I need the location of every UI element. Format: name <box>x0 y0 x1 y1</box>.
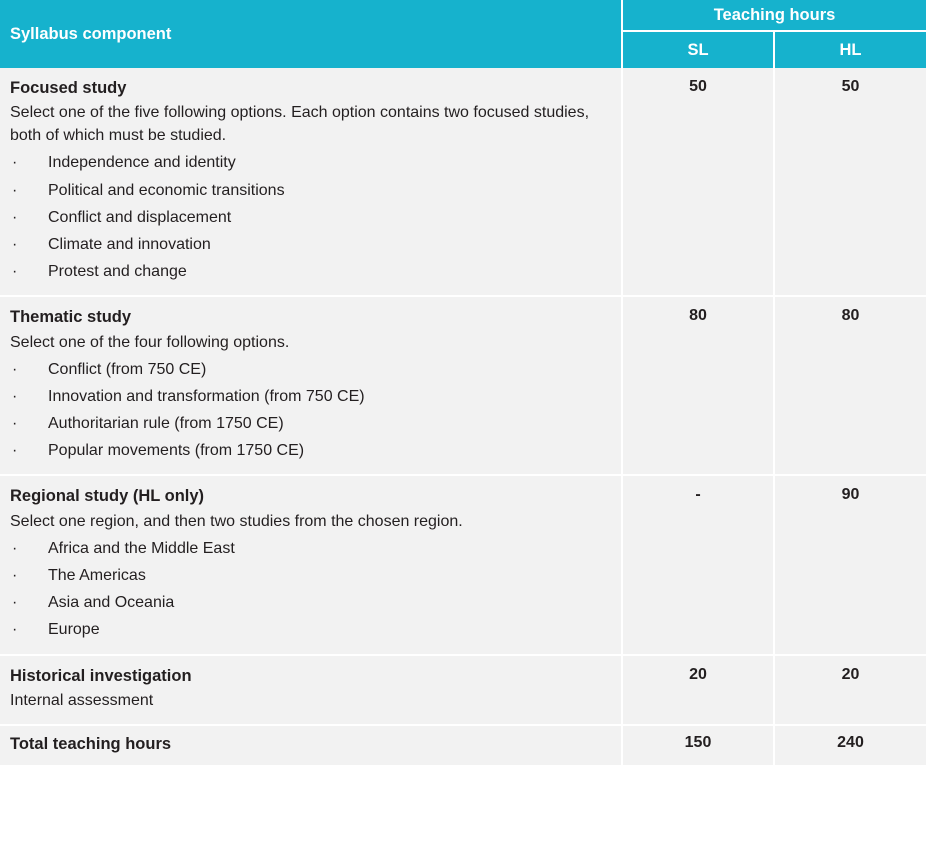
option-list <box>10 151 609 283</box>
list-item <box>10 439 609 462</box>
row-title: Historical investigation <box>10 666 192 685</box>
list-item <box>10 206 609 233</box>
list-item <box>10 260 609 283</box>
bullet-icon: · <box>12 154 18 172</box>
bullet-icon: · <box>12 263 18 281</box>
row-description: Select one of the five following options. Each option contains two focused studies, both of which must be studied. <box>10 104 590 145</box>
table-row-total <box>0 725 926 765</box>
list-item-label: Innovation and transformation (from 750 CE) <box>48 387 365 405</box>
cell-total-hl: 240 <box>774 725 926 765</box>
bullet-icon: · <box>12 208 18 226</box>
row-description: Select one region, and then two studies from the chosen region. <box>10 512 463 530</box>
table-row <box>0 655 926 725</box>
cell-hl-hours: 50 <box>774 68 926 296</box>
bullet-icon: · <box>12 360 18 378</box>
cell-hl-hours: 90 <box>774 475 926 654</box>
header-row-primary <box>0 0 926 31</box>
bullet-icon: · <box>12 236 18 254</box>
cell-hl-hours: 20 <box>774 655 926 725</box>
table-row <box>0 296 926 475</box>
list-item <box>10 151 609 178</box>
row-description: Select one of the four following options. <box>10 333 290 351</box>
list-item-label: Europe <box>48 621 100 639</box>
list-item <box>10 618 609 641</box>
list-item <box>10 591 609 618</box>
list-item-label: Africa and the Middle East <box>48 539 235 557</box>
bullet-icon: · <box>12 594 18 612</box>
row-title: Regional study (HL only) <box>10 487 205 506</box>
option-list <box>10 537 609 642</box>
list-item <box>10 179 609 206</box>
list-item-label: Asia and Oceania <box>48 594 175 612</box>
list-item <box>10 537 609 564</box>
list-item-label: Conflict (from 750 CE) <box>48 360 207 378</box>
total-title: Total teaching hours <box>10 734 172 753</box>
list-item-label: Protest and change <box>48 263 187 281</box>
bullet-icon: · <box>12 181 18 199</box>
bullet-icon: · <box>12 387 18 405</box>
bullet-icon: · <box>12 442 18 460</box>
list-item-label: Climate and innovation <box>48 236 211 254</box>
list-item <box>10 385 609 412</box>
bullet-icon: · <box>12 415 18 433</box>
column-header-syllabus-component: Syllabus component <box>0 0 622 68</box>
column-header-hl: HL <box>774 31 926 68</box>
list-item-label: Authoritarian rule (from 1750 CE) <box>48 415 284 433</box>
cell-hl-hours: 80 <box>774 296 926 475</box>
cell-sl-hours: 50 <box>622 68 774 296</box>
cell-sl-hours: 20 <box>622 655 774 725</box>
bullet-icon: · <box>12 621 18 639</box>
column-header-sl: SL <box>622 31 774 68</box>
row-description: Internal assessment <box>10 691 154 709</box>
cell-component-thematic-study <box>0 296 622 475</box>
table-row <box>0 68 926 296</box>
cell-component-regional-study <box>0 475 622 654</box>
list-item-label: Popular movements (from 1750 CE) <box>48 442 305 460</box>
table-header <box>0 0 926 68</box>
table-row <box>0 475 926 654</box>
column-header-teaching-hours: Teaching hours <box>622 0 926 31</box>
bullet-icon: · <box>12 539 18 557</box>
row-title: Thematic study <box>10 308 132 327</box>
cell-sl-hours: - <box>622 475 774 654</box>
row-title: Focused study <box>10 79 127 97</box>
option-list <box>10 358 609 463</box>
cell-total-sl: 150 <box>622 725 774 765</box>
cell-component-focused-study <box>0 68 622 296</box>
list-item-label: Conflict and displacement <box>48 208 232 226</box>
table-body <box>0 68 926 765</box>
bullet-icon: · <box>12 566 18 584</box>
list-item-label: Independence and identity <box>48 154 236 172</box>
list-item <box>10 564 609 591</box>
list-item <box>10 358 609 385</box>
cell-sl-hours: 80 <box>622 296 774 475</box>
list-item-label: Political and economic transitions <box>48 181 285 199</box>
cell-total-label <box>0 725 622 765</box>
list-item-label: The Americas <box>48 566 146 584</box>
cell-component-historical-investigation <box>0 655 622 725</box>
list-item <box>10 412 609 439</box>
list-item <box>10 233 609 260</box>
